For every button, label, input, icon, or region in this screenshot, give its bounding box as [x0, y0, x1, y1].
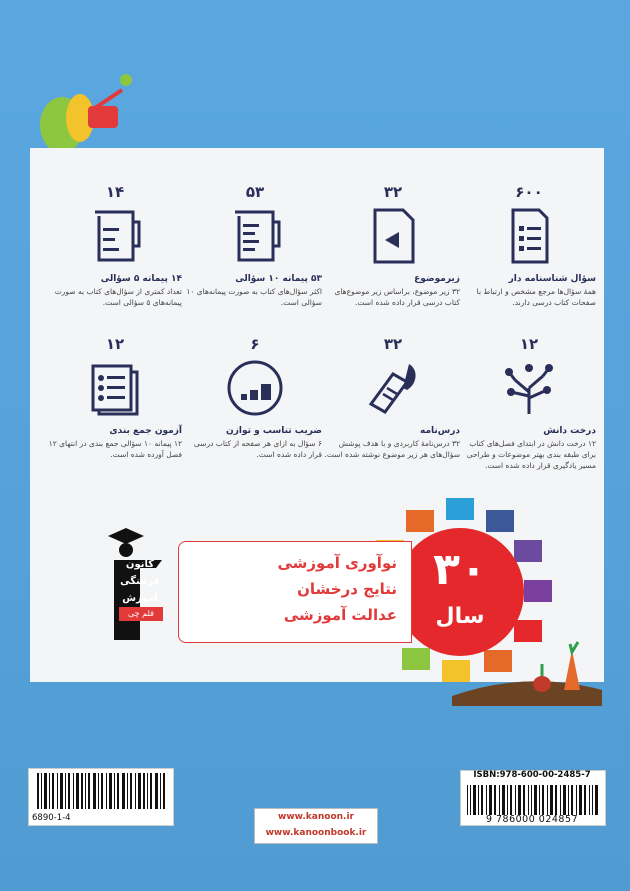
badge-number: ۳۰ — [433, 544, 487, 595]
watering-can-illustration — [22, 70, 132, 160]
logo-tag: قلم چی — [119, 607, 163, 621]
feature-summary-test — [40, 334, 190, 460]
feature-number: ۱۲ — [519, 335, 539, 353]
feature-description: همهٔ سؤال‌ها مرجع مشخص و ارتباط با صفحات کتاب درسی دارند. — [476, 287, 596, 307]
knowledge-tree-icon — [499, 358, 559, 418]
website-url-2[interactable]: www.kanoonbook.ir — [265, 828, 367, 838]
feature-number: ۶ — [250, 335, 260, 353]
checklist-document-icon — [499, 206, 559, 266]
beaker-icon — [225, 206, 285, 266]
feature-title: درخت دانش — [543, 426, 596, 436]
feature-question-reference — [454, 182, 604, 308]
feature-description: اکثر سؤال‌های کتاب به صورت پیمانه‌های ۱۰ سؤالی است. — [186, 287, 322, 307]
feature-ten-question-sets — [180, 182, 330, 308]
feature-description: ۳۲ درس‌نامهٔ کاربردی و با هدف پوشش سؤال‌های هر زیر موضوع نوشته شده است. — [324, 439, 460, 459]
feature-knowledge-tree — [454, 334, 604, 471]
document-icon — [363, 206, 423, 266]
kanoon-logo-text — [118, 556, 162, 607]
logo-line-2: فرهنگی — [120, 576, 160, 587]
feature-title: درس‌نامه — [419, 426, 460, 436]
feature-description: ۶ سؤال به ازای هر صفحه از کتاب درسی قرار داده شده است. — [193, 439, 322, 459]
feature-title: آزمون جمع بندی — [109, 426, 182, 436]
isbn-digits: 9 786000 024857 — [485, 814, 579, 825]
slogan-line-1: نوآوری آموزشی — [277, 554, 397, 572]
feature-number: ۵۳ — [245, 183, 265, 201]
barcode-lines — [29, 773, 173, 813]
logo-line-3: آموزش — [122, 593, 158, 604]
feature-number: ۱۲ — [105, 335, 125, 353]
feature-description: ۳۲ زیر موضوع، براساس زیر موضوع‌های کتاب درسی قرار داده شده است. — [334, 287, 460, 307]
feature-number: ۱۴ — [105, 183, 125, 201]
feature-subtopics — [318, 182, 468, 308]
feature-title: ۵۳ پیمانه ۱۰ سؤالی — [235, 274, 322, 284]
feature-lesson-notes — [318, 334, 468, 460]
feature-number: ۶۰۰ — [515, 183, 543, 201]
feature-description: تعداد کمتری از سؤال‌های کتاب به صورت پیمانه‌های ۵ سؤالی است. — [54, 287, 182, 307]
slogan-line-2: نتایج درخشان — [297, 580, 397, 598]
slogan-line-3: عدالت آموزشی — [283, 606, 397, 624]
feature-number: ۳۲ — [383, 183, 403, 201]
feature-title: زیرموضوع — [414, 274, 460, 284]
feature-description: ۱۲ پیمانه ۱۰ سؤالی جمع بندی در انتهای ۱۲ فصل آورده شده است. — [48, 439, 182, 459]
feature-five-question-sets — [40, 182, 190, 308]
balance-bars-icon — [225, 358, 285, 418]
website-url-1[interactable]: www.kanoon.ir — [278, 812, 354, 822]
left-barcode-code: 6890-1-4 — [32, 813, 71, 823]
slogan-banner — [178, 541, 412, 643]
feature-balance-ratio — [180, 334, 330, 460]
website-urls — [254, 808, 378, 844]
feature-title: سؤال شناسنامه دار — [508, 274, 596, 284]
test-list-icon — [85, 358, 145, 418]
feature-title: ضریب تناسب و توازن — [226, 426, 322, 436]
isbn-label: ISBN:978-600-00-2485-7 — [473, 770, 591, 780]
isbn-barcode-lines — [461, 785, 605, 815]
feature-description: ۱۲ درخت دانش در ابتدای فصل‌های کتاب برای طبقه بندی بهتر موضوعات و طراحی مسیر یادگیری قرار داده شده است. — [466, 439, 596, 470]
thirty-years-badge — [396, 528, 524, 656]
badge-label: سال — [435, 604, 485, 629]
logo-line-1: کانون — [125, 559, 155, 570]
feature-title: ۱۴ پیمانه ۵ سؤالی — [100, 274, 182, 284]
beaker-icon — [85, 206, 145, 266]
vegetables-decoration — [452, 640, 602, 706]
feature-number: ۳۲ — [383, 335, 403, 353]
scroll-quill-icon — [363, 358, 423, 418]
